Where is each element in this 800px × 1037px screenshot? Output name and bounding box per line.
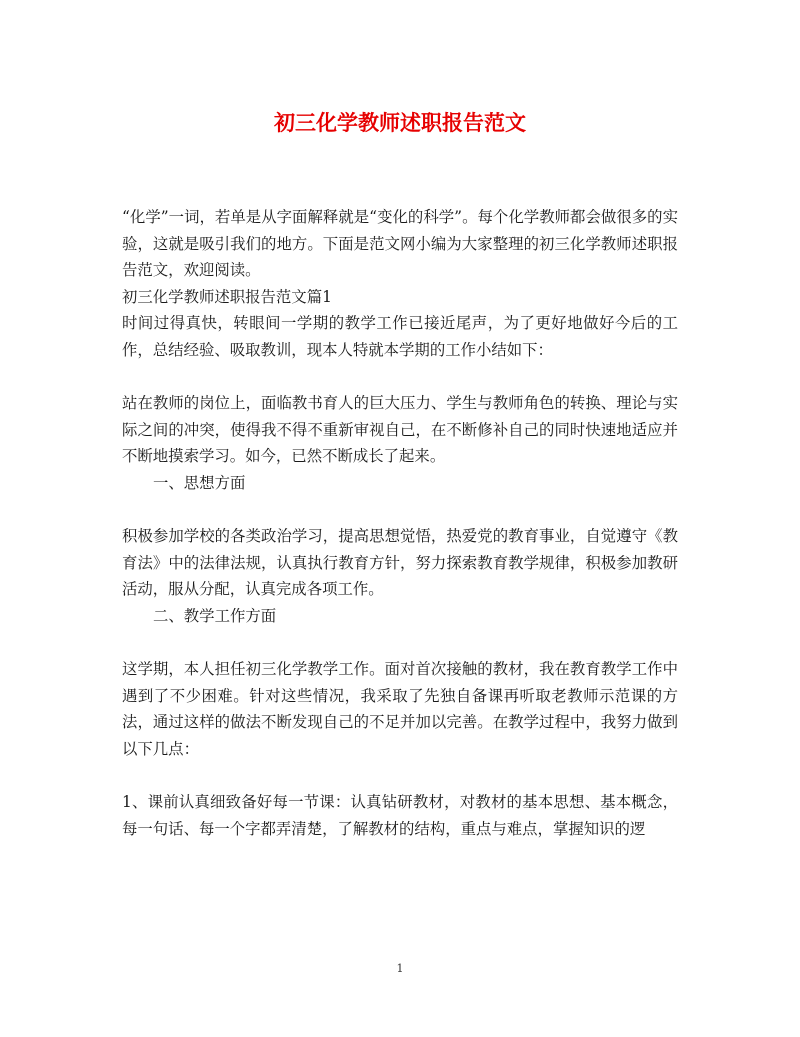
paragraph-gap xyxy=(122,630,678,657)
opening-paragraph: 时间过得真快，转眼间一学期的教学工作已接近尾声，为了更好地做好今后的工作，总结经验、吸取教训，现本人特就本学期的工作小结如下： xyxy=(122,314,678,359)
intro-paragraph: “化学”一词，若单是从字面解释就是“变化的科学”。每个化学教师都会做很多的实验，这就是吸引我们的地方。下面是范文网小编为大家整理的初三化学教师述职报告范文，欢迎阅读。 xyxy=(122,208,678,280)
page-number: 1 xyxy=(396,962,404,975)
body-paragraph: 这学期，本人担任初三化学教学工作。面对首次接触的教材，我在教育教学工作中遇到了不少困难。针对这些情况，我采取了先独自备课再听取老教师示范课的方法，通过这样的做法不断发现自己的不足并加以完善。在教学过程中，我努力做到以下几点： xyxy=(122,660,678,758)
document-title: 初三化学教师述职报告范文 xyxy=(274,110,526,135)
section-heading: 初三化学教师述职报告范文篇1 xyxy=(122,287,332,306)
body-paragraph: 积极参加学校的各类政治学习，提高思想觉悟，热爱党的教育事业，自觉遵守《教育法》中的法律法规，认真执行教育方针，努力探索教育教学规律，积极参加教研活动，服从分配，认真完成各项工作。 xyxy=(122,527,678,599)
document-body xyxy=(122,204,678,842)
subheading-teaching: 二、教学工作方面 xyxy=(153,606,277,625)
paragraph-gap xyxy=(122,497,678,524)
paragraph-gap xyxy=(122,762,678,789)
paragraph-gap xyxy=(122,364,678,391)
body-paragraph: 1、课前认真细致备好每一节课：认真钻研教材，对教材的基本思想、基本概念，每一句话、每一个字都弄清楚，了解教材的结构，重点与难点，掌握知识的逻 xyxy=(122,793,678,838)
subheading-thought: 一、思想方面 xyxy=(153,473,246,492)
body-paragraph: 站在教师的岗位上，面临教书育人的巨大压力、学生与教师角色的转换、理论与实际之间的冲突，使得我不得不重新审视自己，在不断修补自己的同时快速地适应并不断地摸索学习。如今，已然不断成长了起来。 xyxy=(122,394,678,466)
